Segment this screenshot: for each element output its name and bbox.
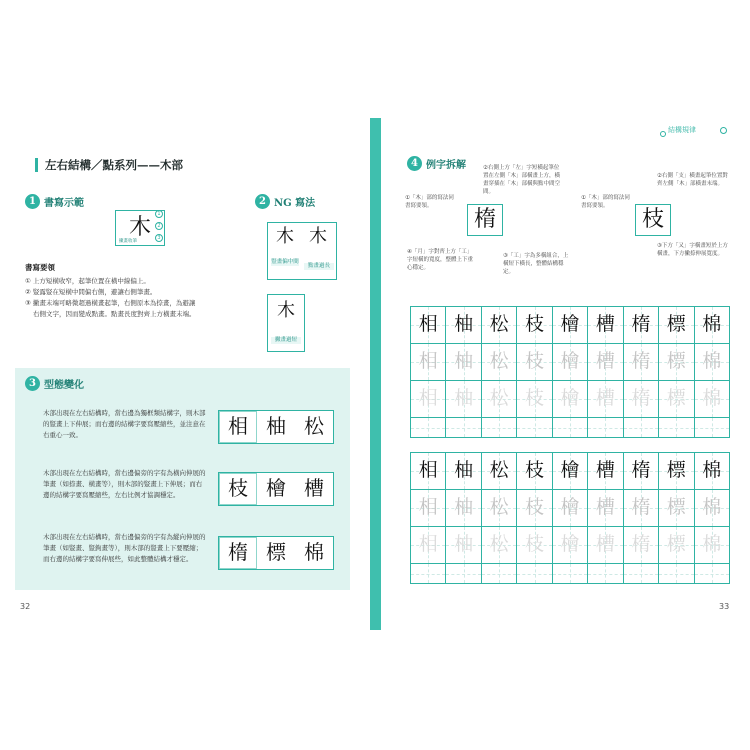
section-title: 左右結構／點系列——木部 bbox=[35, 158, 183, 172]
practice-cell[interactable] bbox=[695, 344, 730, 381]
points-heading: 書寫要領 bbox=[25, 263, 55, 272]
practice-cell[interactable] bbox=[624, 344, 659, 381]
type-char-row bbox=[218, 536, 334, 570]
practice-cell[interactable] bbox=[482, 564, 517, 584]
practice-cell[interactable] bbox=[482, 490, 517, 527]
practice-char: 檜 bbox=[560, 313, 580, 335]
type-char-row bbox=[218, 410, 334, 444]
practice-char: 相 bbox=[418, 387, 438, 409]
note: ②右側上方「左」字短橫起筆位置在左側「木」部橫畫上方，橫畫穿插在「木」部橫與點中間空間。 bbox=[483, 165, 561, 195]
note: ③下方「又」字橫畫短於上方橫畫，下方撇捺伸展寬度。 bbox=[657, 243, 728, 257]
type-char: 楕 bbox=[219, 537, 257, 569]
practice-cell[interactable] bbox=[695, 527, 730, 564]
practice-cell[interactable] bbox=[588, 453, 623, 490]
type-text: 木部出現在左右結構時，當右邊偏旁的字有為橫向伸展的筆畫（如捺畫、橫畫等），則木部的豎畫上下伸展；而右邊的結構字要寫壓縮些，左右比例才協調穩定。 bbox=[43, 469, 206, 499]
demo-step-marker-3: 3 bbox=[155, 234, 163, 242]
practice-char: 相 bbox=[418, 496, 438, 518]
note: ①「木」部的寫法同書寫要領。 bbox=[581, 195, 630, 209]
practice-cell[interactable] bbox=[411, 453, 446, 490]
right-page bbox=[395, 118, 740, 618]
practice-cell[interactable] bbox=[411, 344, 446, 381]
practice-char: 槽 bbox=[595, 350, 615, 372]
practice-char: 松 bbox=[489, 496, 509, 518]
practice-cell[interactable] bbox=[446, 453, 481, 490]
practice-cell[interactable] bbox=[482, 453, 517, 490]
practice-row bbox=[411, 490, 730, 527]
practice-cell[interactable] bbox=[553, 381, 588, 418]
demo-step-marker-1: 1 bbox=[155, 210, 163, 218]
practice-char: 枝 bbox=[525, 533, 545, 555]
practice-char: 枝 bbox=[525, 387, 545, 409]
practice-char: 檜 bbox=[560, 459, 580, 481]
practice-char: 松 bbox=[489, 533, 509, 555]
practice-cell[interactable] bbox=[517, 418, 552, 438]
note: ②右側「支」橫畫起筆位置對齊左側「木」部橫畫末端。 bbox=[657, 173, 728, 187]
type-change-title: 型態變化 bbox=[44, 380, 84, 391]
practice-char: 松 bbox=[489, 313, 509, 335]
ng-title: NG 寫法 bbox=[274, 198, 316, 209]
practice-cell[interactable] bbox=[411, 564, 446, 584]
page-number-left: 32 bbox=[20, 602, 31, 611]
practice-cell[interactable] bbox=[553, 453, 588, 490]
practice-row bbox=[411, 307, 730, 344]
practice-char: 標 bbox=[666, 459, 686, 481]
step-number-4: 4 bbox=[407, 156, 422, 171]
practice-cell[interactable] bbox=[446, 564, 481, 584]
practice-cell[interactable] bbox=[446, 490, 481, 527]
practice-cell[interactable] bbox=[446, 418, 481, 438]
practice-cell[interactable] bbox=[482, 381, 517, 418]
step-number-1: 1 bbox=[25, 194, 40, 209]
practice-cell[interactable] bbox=[553, 344, 588, 381]
practice-cell[interactable] bbox=[517, 490, 552, 527]
practice-cell[interactable] bbox=[659, 490, 694, 527]
practice-cell[interactable] bbox=[624, 453, 659, 490]
practice-cell[interactable] bbox=[517, 527, 552, 564]
practice-cell[interactable] bbox=[588, 527, 623, 564]
type-text: 木部出現在左右結構時，當右邊為獨框類結構字，則木部的豎畫上下伸展；而右邊的結構字要寫壓縮些，並注意在右重心一致。 bbox=[43, 409, 206, 439]
practice-cell[interactable] bbox=[588, 344, 623, 381]
practice-cell[interactable] bbox=[517, 564, 552, 584]
practice-cell[interactable] bbox=[659, 307, 694, 344]
header-tag: 結構規律 bbox=[668, 126, 696, 134]
practice-cell[interactable] bbox=[624, 527, 659, 564]
practice-row bbox=[411, 344, 730, 381]
type-char-row bbox=[218, 472, 334, 506]
practice-cell[interactable] bbox=[624, 564, 659, 584]
practice-cell[interactable] bbox=[482, 344, 517, 381]
demo-tag: 撇畫收筆 bbox=[119, 239, 137, 244]
ng-tag: 撇畫過短 bbox=[271, 337, 301, 344]
example-char-left: 楕 bbox=[467, 204, 503, 236]
practice-char: 柚 bbox=[454, 533, 474, 555]
practice-char: 槽 bbox=[595, 313, 615, 335]
type-char: 柚 bbox=[266, 414, 286, 438]
practice-cell[interactable] bbox=[517, 381, 552, 418]
practice-char: 槽 bbox=[595, 387, 615, 409]
practice-cell[interactable] bbox=[588, 418, 623, 438]
practice-cell[interactable] bbox=[695, 381, 730, 418]
practice-cell[interactable] bbox=[446, 307, 481, 344]
practice-cell[interactable] bbox=[588, 307, 623, 344]
practice-char: 楕 bbox=[631, 459, 651, 481]
gutter-accent-bar bbox=[370, 118, 381, 630]
practice-row bbox=[411, 564, 730, 584]
point-item: 右側文字，因而變成點畫。點畫長度對齊上方橫畫末端。 bbox=[33, 310, 196, 318]
practice-cell[interactable] bbox=[695, 418, 730, 438]
practice-char: 楕 bbox=[631, 313, 651, 335]
header-end-circle-icon bbox=[720, 127, 727, 134]
step-number-2: 2 bbox=[255, 194, 270, 209]
type-char: 標 bbox=[266, 540, 286, 564]
type-char: 松 bbox=[304, 414, 324, 438]
practice-char: 柚 bbox=[454, 350, 474, 372]
practice-cell[interactable] bbox=[411, 418, 446, 438]
practice-cell[interactable] bbox=[553, 564, 588, 584]
practice-cell[interactable] bbox=[553, 527, 588, 564]
practice-char: 枝 bbox=[525, 313, 545, 335]
practice-char: 柚 bbox=[454, 313, 474, 335]
points-list bbox=[25, 276, 245, 320]
type-char: 相 bbox=[219, 411, 257, 443]
example-char-right: 枝 bbox=[635, 204, 671, 236]
practice-cell[interactable] bbox=[659, 564, 694, 584]
practice-char: 楕 bbox=[631, 387, 651, 409]
practice-char: 槽 bbox=[595, 496, 615, 518]
example-heading bbox=[407, 156, 466, 171]
practice-char: 棉 bbox=[702, 459, 722, 481]
practice-cell[interactable] bbox=[588, 490, 623, 527]
practice-char: 標 bbox=[666, 533, 686, 555]
practice-char: 相 bbox=[418, 533, 438, 555]
practice-char: 松 bbox=[489, 459, 509, 481]
practice-char: 棉 bbox=[702, 313, 722, 335]
practice-cell[interactable] bbox=[659, 381, 694, 418]
demo-step-marker-2: 2 bbox=[155, 222, 163, 230]
practice-char: 枝 bbox=[525, 350, 545, 372]
practice-char: 楕 bbox=[631, 350, 651, 372]
ng-box-top bbox=[267, 222, 337, 280]
type-change-panel bbox=[15, 368, 350, 590]
practice-char: 棉 bbox=[702, 350, 722, 372]
ng-box-bottom bbox=[267, 294, 305, 352]
point-item: ③ 撇畫末端可略微超過橫畫起筆，右側原本為捺畫，為避讓 bbox=[25, 299, 196, 307]
practice-char: 棉 bbox=[702, 496, 722, 518]
ng-tag: 豎畫偏中間 bbox=[271, 259, 299, 265]
type-char: 棉 bbox=[304, 540, 324, 564]
ng-char: 木 bbox=[309, 226, 327, 247]
note: ③「工」字為多橫組合，上橫短下橫長，整體結構穩定。 bbox=[503, 253, 569, 275]
practice-cell[interactable] bbox=[659, 527, 694, 564]
practice-char: 楕 bbox=[631, 496, 651, 518]
practice-char: 檜 bbox=[560, 387, 580, 409]
practice-char: 標 bbox=[666, 313, 686, 335]
practice-cell[interactable] bbox=[695, 490, 730, 527]
practice-char: 標 bbox=[666, 387, 686, 409]
practice-cell[interactable] bbox=[588, 564, 623, 584]
practice-cell[interactable] bbox=[517, 344, 552, 381]
practice-cell[interactable] bbox=[659, 418, 694, 438]
practice-char: 槽 bbox=[595, 533, 615, 555]
type-char: 槽 bbox=[304, 476, 324, 500]
ng-heading bbox=[255, 194, 315, 209]
practice-row bbox=[411, 527, 730, 564]
practice-grid-bottom bbox=[410, 452, 730, 584]
practice-char: 柚 bbox=[454, 387, 474, 409]
left-page bbox=[15, 118, 355, 618]
header-bullet-icon bbox=[660, 131, 666, 137]
point-item: ② 豎露豎在短橫中間偏右側，避讓右側筆畫。 bbox=[25, 288, 157, 296]
practice-cell[interactable] bbox=[446, 381, 481, 418]
ng-char: 木 bbox=[277, 300, 295, 321]
step-number-3: 3 bbox=[25, 376, 40, 391]
type-char: 枝 bbox=[219, 473, 257, 505]
practice-cell[interactable] bbox=[411, 381, 446, 418]
note: ①「木」部的寫法同書寫要領。 bbox=[405, 195, 454, 209]
practice-char: 棉 bbox=[702, 533, 722, 555]
example-title: 例字拆解 bbox=[426, 160, 466, 171]
practice-cell[interactable] bbox=[695, 564, 730, 584]
practice-char: 柚 bbox=[454, 496, 474, 518]
practice-cell[interactable] bbox=[446, 344, 481, 381]
note: ④「月」字對齊上方「工」字短橫的寬度，整體上下重心穩定。 bbox=[407, 249, 474, 271]
practice-cell[interactable] bbox=[517, 307, 552, 344]
point-item: ① 上方短橫收窄，起筆位置在橫中線偏上。 bbox=[25, 277, 150, 285]
practice-cell[interactable] bbox=[446, 527, 481, 564]
practice-row bbox=[411, 453, 730, 490]
writing-demo-heading bbox=[25, 194, 84, 209]
demo-char: 木 bbox=[128, 215, 151, 240]
practice-char: 棉 bbox=[702, 387, 722, 409]
practice-char: 檜 bbox=[560, 350, 580, 372]
practice-char: 相 bbox=[418, 313, 438, 335]
practice-cell[interactable] bbox=[624, 490, 659, 527]
practice-cell[interactable] bbox=[659, 453, 694, 490]
practice-cell[interactable] bbox=[659, 344, 694, 381]
practice-row bbox=[411, 418, 730, 438]
practice-cell[interactable] bbox=[553, 490, 588, 527]
page-number-right: 33 bbox=[719, 602, 730, 611]
practice-cell[interactable] bbox=[624, 307, 659, 344]
practice-char: 檜 bbox=[560, 533, 580, 555]
practice-char: 相 bbox=[418, 350, 438, 372]
practice-cell[interactable] bbox=[695, 307, 730, 344]
type-char: 檜 bbox=[266, 476, 286, 500]
practice-cell[interactable] bbox=[517, 453, 552, 490]
practice-cell[interactable] bbox=[482, 418, 517, 438]
ng-tag: 點畫過長 bbox=[304, 263, 334, 270]
practice-cell[interactable] bbox=[624, 381, 659, 418]
practice-cell[interactable] bbox=[482, 307, 517, 344]
practice-row bbox=[411, 381, 730, 418]
practice-cell[interactable] bbox=[411, 307, 446, 344]
practice-cell[interactable] bbox=[624, 418, 659, 438]
practice-cell[interactable] bbox=[588, 381, 623, 418]
practice-cell[interactable] bbox=[553, 418, 588, 438]
practice-char: 楕 bbox=[631, 533, 651, 555]
practice-cell[interactable] bbox=[482, 527, 517, 564]
practice-char: 柚 bbox=[454, 459, 474, 481]
type-change-heading bbox=[25, 376, 84, 391]
practice-char: 枝 bbox=[525, 459, 545, 481]
practice-char: 標 bbox=[666, 350, 686, 372]
practice-char: 松 bbox=[489, 387, 509, 409]
practice-cell[interactable] bbox=[695, 453, 730, 490]
practice-char: 檜 bbox=[560, 496, 580, 518]
practice-char: 松 bbox=[489, 350, 509, 372]
practice-char: 枝 bbox=[525, 496, 545, 518]
practice-cell[interactable] bbox=[411, 527, 446, 564]
practice-cell[interactable] bbox=[553, 307, 588, 344]
practice-grid-top bbox=[410, 306, 730, 438]
practice-char: 槽 bbox=[595, 459, 615, 481]
practice-char: 相 bbox=[418, 459, 438, 481]
practice-char: 標 bbox=[666, 496, 686, 518]
type-text: 木部出現在左右結構時，當右邊偏旁的字有為縱向伸展的筆畫（如豎畫、豎鉤畫等），則木部的豎畫上下要壓縮；而右邊的結構字要寫伸展些，如此整體結構才穩定。 bbox=[43, 533, 206, 563]
ng-char: 木 bbox=[276, 226, 294, 247]
practice-cell[interactable] bbox=[411, 490, 446, 527]
writing-demo-title: 書寫示範 bbox=[44, 198, 84, 209]
